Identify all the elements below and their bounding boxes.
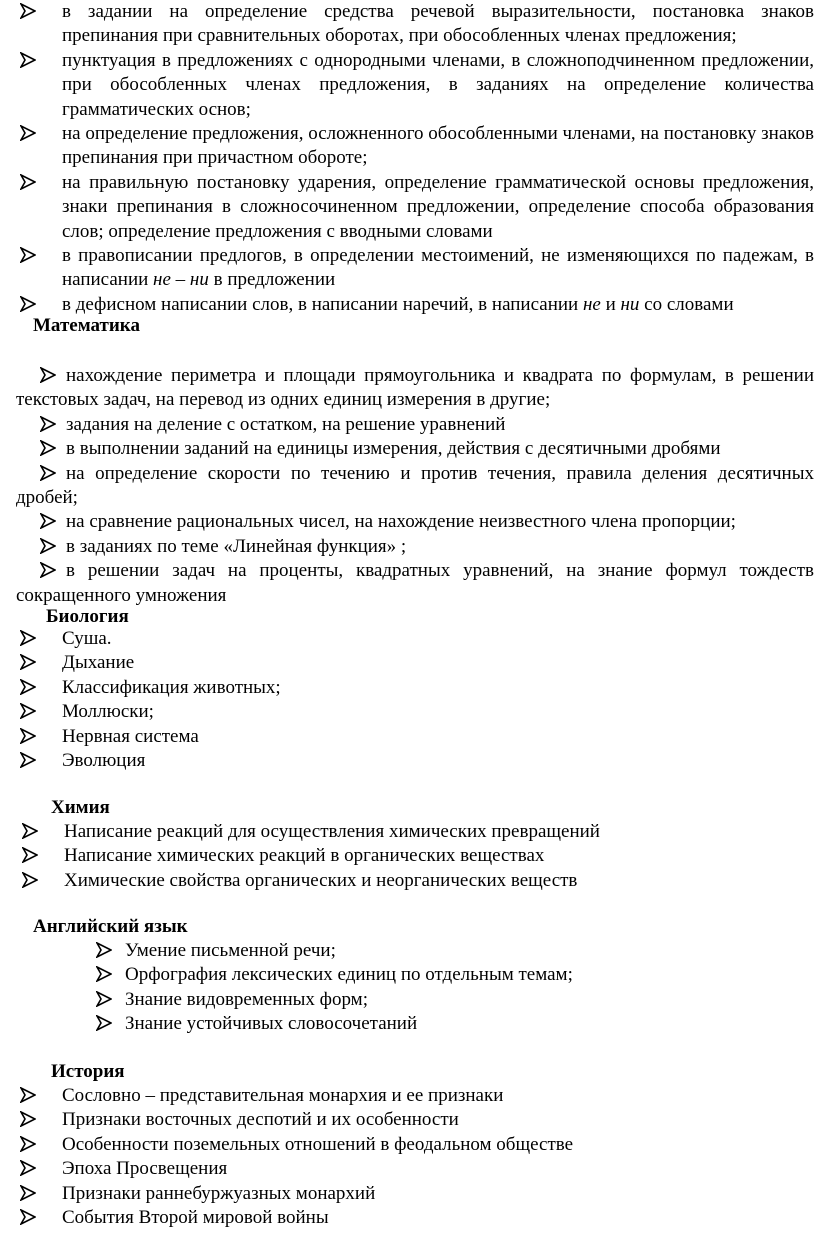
biology-topics-list bbox=[0, 627, 816, 773]
arrow-bullet-icon bbox=[20, 1136, 36, 1152]
list-item bbox=[0, 510, 816, 534]
english-heading: Английский язык bbox=[33, 916, 188, 937]
list-item bbox=[0, 0, 816, 49]
emphasis-text: ни bbox=[620, 293, 640, 315]
arrow-bullet-icon bbox=[20, 654, 36, 670]
list-item bbox=[0, 820, 816, 844]
text-fragment: пунктуация в предложениях с однородными членами, в сложноподчиненном предложении, при обособленных членах предложения, в заданиях на определение количества грамматических основ; bbox=[62, 49, 814, 120]
arrow-bullet-icon bbox=[20, 679, 36, 695]
arrow-bullet-icon bbox=[40, 440, 56, 456]
arrow-bullet-icon bbox=[22, 872, 38, 888]
history-heading: История bbox=[51, 1061, 125, 1082]
arrow-bullet-icon bbox=[20, 728, 36, 744]
list-item-text: Суша. bbox=[62, 628, 112, 649]
list-item bbox=[0, 462, 816, 511]
text-fragment: и bbox=[600, 293, 621, 315]
arrow-bullet-icon bbox=[20, 1111, 36, 1127]
list-item bbox=[0, 364, 816, 413]
list-item bbox=[0, 1012, 816, 1036]
arrow-bullet-icon bbox=[96, 966, 112, 982]
list-item-text bbox=[62, 122, 814, 171]
arrow-bullet-icon bbox=[96, 1015, 112, 1031]
arrow-bullet-icon bbox=[20, 630, 36, 646]
list-item-text: Нервная система bbox=[62, 725, 199, 747]
biology-heading: Биология bbox=[46, 606, 129, 627]
list-item bbox=[0, 413, 816, 437]
arrow-bullet-icon bbox=[20, 752, 36, 768]
arrow-bullet-icon bbox=[20, 296, 36, 312]
arrow-bullet-icon bbox=[40, 538, 56, 554]
list-item-text: на определение скорости по течению и против течения, правила деления десятичных дробей; bbox=[16, 462, 814, 509]
list-item bbox=[0, 963, 816, 987]
emphasis-text: не – ни bbox=[153, 269, 209, 291]
list-item-text: Особенности поземельных отношений в феодальном обществе bbox=[62, 1133, 574, 1155]
list-item bbox=[0, 244, 816, 293]
arrow-bullet-icon bbox=[40, 465, 56, 481]
list-item-text: Орфография лексических единиц по отдельным темам; bbox=[125, 964, 573, 986]
list-item bbox=[0, 988, 816, 1012]
list-item-text: нахождение периметра и площади прямоугольника и квадрата по формулам, в решении текстовых задач, на перевод из одних единиц измерения в другие; bbox=[16, 365, 814, 411]
list-item bbox=[0, 844, 816, 868]
list-item bbox=[0, 1084, 816, 1108]
emphasis-text: не bbox=[582, 293, 601, 315]
arrow-bullet-icon bbox=[40, 367, 56, 383]
list-item bbox=[0, 1108, 816, 1132]
list-item-text: в выполнении заданий на единицы измерения, действия с десятичными дробями bbox=[66, 438, 721, 460]
list-item bbox=[0, 749, 816, 773]
text-fragment: в задании на определение средства речевой выразительности, постановка знаков препинания при сравнительных оборотах, при обособленных членах предложения; bbox=[62, 1, 814, 47]
text-fragment: в предложении bbox=[208, 269, 336, 291]
list-item-text: Эволюция bbox=[62, 750, 146, 772]
arrow-bullet-icon bbox=[40, 513, 56, 529]
russian-topics-list bbox=[0, 0, 816, 317]
list-item bbox=[0, 535, 816, 559]
arrow-bullet-icon bbox=[22, 823, 38, 839]
text-fragment: в дефисном написании слов, в написании наречий, в написании bbox=[62, 293, 583, 315]
list-item-text: Умение письменной речи; bbox=[125, 940, 336, 961]
arrow-bullet-icon bbox=[96, 942, 112, 958]
arrow-bullet-icon bbox=[20, 52, 36, 68]
arrow-bullet-icon bbox=[20, 174, 36, 190]
list-item-text: Знание устойчивых словосочетаний bbox=[125, 1013, 418, 1035]
list-item-text: Химические свойства органических и неорганических веществ bbox=[64, 869, 578, 891]
arrow-bullet-icon bbox=[20, 1185, 36, 1201]
list-item-text: Эпоха Просвещения bbox=[62, 1158, 228, 1180]
arrow-bullet-icon bbox=[20, 703, 36, 719]
list-item bbox=[0, 1133, 816, 1157]
list-item bbox=[0, 437, 816, 461]
chemistry-heading: Химия bbox=[51, 797, 110, 818]
arrow-bullet-icon bbox=[40, 416, 56, 432]
list-item bbox=[0, 559, 816, 608]
list-item bbox=[0, 1157, 816, 1181]
list-item-text: Знание видовременных форм; bbox=[125, 988, 368, 1010]
list-item-text: Сословно – представительная монархия и ее признаки bbox=[62, 1085, 504, 1106]
list-item bbox=[0, 676, 816, 700]
text-fragment: со словами bbox=[639, 293, 734, 315]
text-fragment: на определение предложения, осложненного обособленными членами, на постановку знаков препинания при причастном обороте; bbox=[62, 123, 814, 169]
list-item bbox=[0, 627, 816, 651]
list-item bbox=[0, 1182, 816, 1206]
list-item-text bbox=[62, 293, 814, 317]
chemistry-topics-list bbox=[0, 820, 816, 893]
arrow-bullet-icon bbox=[40, 562, 56, 578]
text-fragment: в правописании предлогов, в определении местоимений, не изменяющихся по падежам, в написании bbox=[62, 245, 814, 291]
list-item bbox=[0, 122, 816, 171]
arrow-bullet-icon bbox=[20, 1160, 36, 1176]
list-item-text: События Второй мировой войны bbox=[62, 1207, 329, 1229]
list-item bbox=[0, 49, 816, 122]
list-item-text: задания на деление с остатком, на решение уравнений bbox=[66, 413, 506, 435]
list-item-text: в решении задач на проценты, квадратных уравнений, на знание формул тождеств сокращенного умножения bbox=[16, 560, 814, 606]
arrow-bullet-icon bbox=[20, 125, 36, 141]
arrow-bullet-icon bbox=[20, 1087, 36, 1103]
list-item-text bbox=[62, 0, 814, 49]
arrow-bullet-icon bbox=[20, 1209, 36, 1225]
list-item bbox=[0, 725, 816, 749]
list-item-text: Классификация животных; bbox=[62, 676, 281, 698]
arrow-bullet-icon bbox=[96, 991, 112, 1007]
list-item-text: в заданиях по теме «Линейная функция» ; bbox=[66, 535, 407, 557]
list-item bbox=[0, 1206, 816, 1230]
arrow-bullet-icon bbox=[20, 247, 36, 263]
arrow-bullet-icon bbox=[22, 847, 38, 863]
list-item-text: Признаки раннебуржуазных монархий bbox=[62, 1182, 376, 1204]
list-item-text bbox=[62, 171, 814, 244]
list-item-text: на сравнение рациональных чисел, на нахождение неизвестного члена пропорции; bbox=[66, 511, 736, 533]
list-item bbox=[0, 651, 816, 675]
list-item-text bbox=[62, 49, 814, 122]
list-item bbox=[0, 939, 816, 963]
english-topics-list bbox=[0, 939, 816, 1037]
list-item-text: Моллюски; bbox=[62, 701, 154, 723]
arrow-bullet-icon bbox=[20, 3, 36, 19]
list-item-text: Написание реакций для осуществления химических превращений bbox=[64, 821, 600, 842]
math-topics-list bbox=[0, 364, 816, 608]
list-item-text bbox=[62, 244, 814, 293]
list-item-text: Дыхание bbox=[62, 652, 135, 674]
math-heading: Математика bbox=[33, 315, 140, 336]
list-item bbox=[0, 700, 816, 724]
history-topics-list bbox=[0, 1084, 816, 1230]
list-item-text: Признаки восточных деспотий и их особенности bbox=[62, 1109, 459, 1131]
list-item bbox=[0, 171, 816, 244]
list-item bbox=[0, 869, 816, 893]
text-fragment: на правильную постановку ударения, определение грамматической основы предложения, знаки препинания в сложносочиненном предложении, определение способа образования слов; определение предложения с вводными словами bbox=[62, 171, 814, 242]
list-item-text: Написание химических реакций в органических веществах bbox=[64, 845, 545, 867]
